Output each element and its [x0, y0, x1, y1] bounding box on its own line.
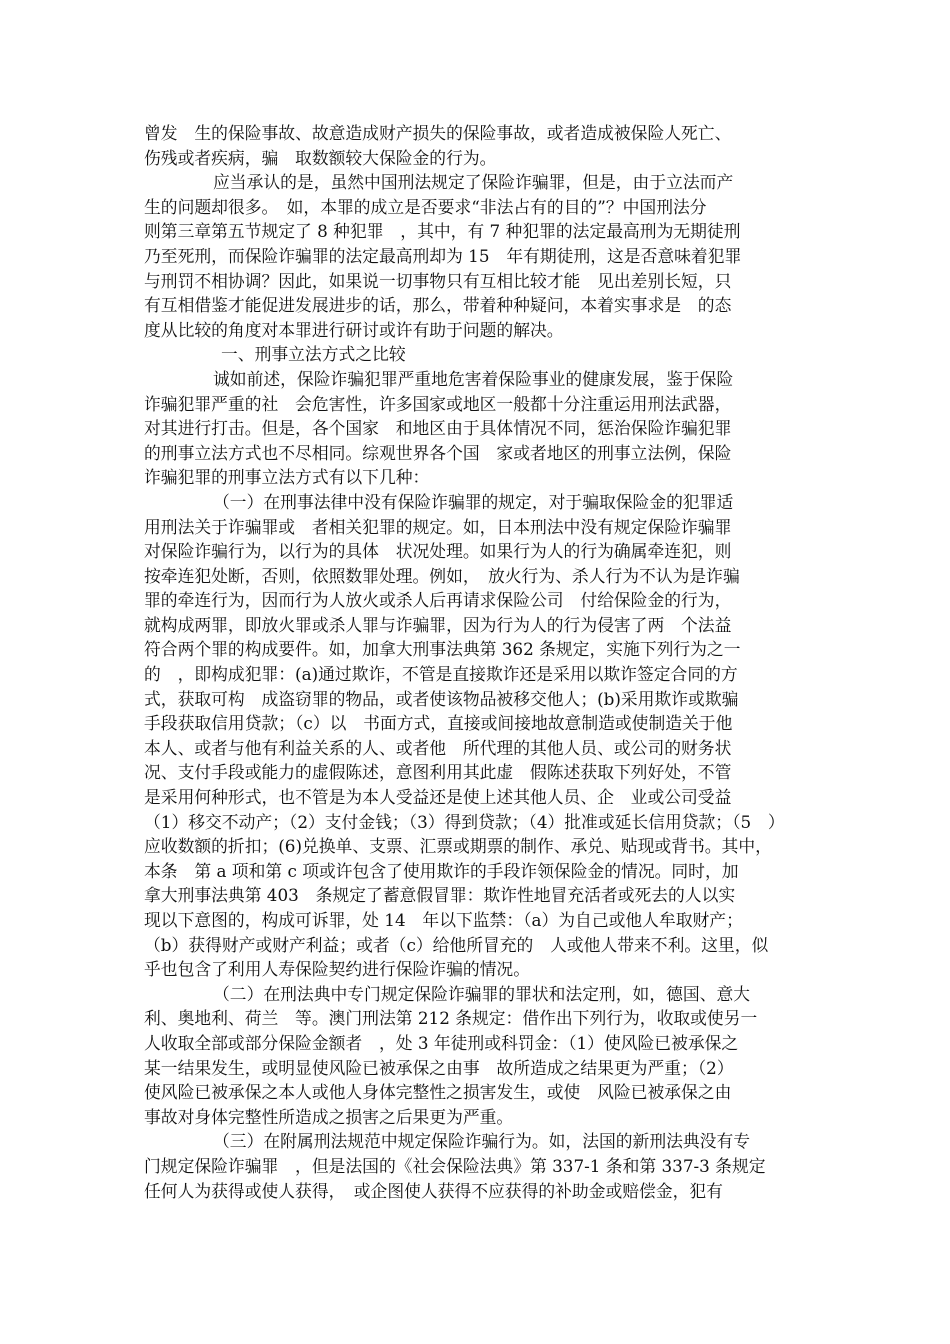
- text-line: 乃至死刑，而保险诈骗罪的法定最高刑却为 15 年有期徒刑，这是否意味着犯罪: [144, 245, 742, 266]
- text-line: 符合两个罪的构成要件。如，加拿大刑事法典第 362 条规定，实施下列行为之一: [144, 639, 741, 660]
- text-line: 某一结果发生，或明显使风险已被承保之由事 故所造成之结果更为严重；（2）: [144, 1057, 734, 1078]
- text-line: 任何人为获得或使人获得， 或企图使人获得不应获得的补助金或赔偿金，犯有: [144, 1180, 723, 1201]
- text-line: 应收数额的折扣；(6)兑换单、支票、汇票或期票的制作、承兑、贴现或背书。其中，: [144, 836, 772, 857]
- text-line: （二）在刑法典中专门规定保险诈骗罪的罪状和法定刑，如，德国、意大: [213, 983, 751, 1004]
- text-line: （一）在刑事法律中没有保险诈骗罪的规定，对于骗取保险金的犯罪适: [213, 491, 734, 512]
- text-line: 况、支付手段或能力的虚假陈述，意图利用其此虚 假陈述获取下列好处，不管: [144, 762, 732, 783]
- text-line: 是采用何种形式，也不管是为本人受益还是使上述其他人员、企 业或公司受益: [144, 787, 732, 808]
- text-line: 本人、或者与他有利益关系的人、或者他 所代理的其他人员、或公司的财务状: [144, 737, 732, 758]
- text-line: 拿大刑事法典第 403 条规定了蓄意假冒罪：欺诈性地冒充活者或死去的人以实: [144, 885, 736, 906]
- text-line: 对保险诈骗行为，以行为的具体 状况处理。如果行为人的行为确属牵连犯，则: [144, 541, 732, 562]
- text-line: 使风险已被承保之本人或他人身体完整性之损害发生，或使 风险已被承保之由: [144, 1082, 732, 1103]
- text-line: 应当承认的是，虽然中国刑法规定了保险诈骗罪，但是，由于立法而产: [213, 172, 734, 193]
- text-line: 对其进行打击。但是，各个国家 和地区由于具体情况不同，惩治保险诈骗犯罪: [144, 418, 732, 439]
- text-line: 人收取全部或部分保险金额者 ，处 3 年徒刑或科罚金：（1）使风险已被承保之: [144, 1032, 739, 1053]
- text-line: 有互相借鉴才能促进发展进步的话，那么，带着种种疑问，本着实事求是 的态: [144, 295, 732, 316]
- text-line: 门规定保险诈骗罪 ，但是法国的《社会保险法典》第 337-1 条和第 337-3 条规定: [144, 1155, 766, 1176]
- text-line: 度从比较的角度对本罪进行研讨或许有助于问题的解决。: [144, 319, 564, 340]
- text-line: 事故对身体完整性所造成之损害之后果更为严重。: [144, 1106, 514, 1127]
- text-line: （三）在附属刑法规范中规定保险诈骗行为。如，法国的新刑法典没有专: [213, 1131, 751, 1152]
- text-line: 曾发 生的保险事故、故意造成财产损失的保险事故，或者造成被保险人死亡、: [144, 123, 732, 143]
- text-line: 的 ，即构成犯罪：(a)通过欺诈，不管是直接欺诈还是采用以欺诈签定合同的方: [144, 664, 738, 685]
- text-line: 与刑罚不相协调？因此，如果说一切事物只有互相比较才能 见出差别长短，只: [144, 270, 732, 291]
- text-line: （1）移交不动产；（2）支付金钱；（3）得到贷款；（4）批准或延长信用贷款；（5 ）: [144, 811, 785, 832]
- text-line: 利、奥地利、荷兰 等。澳门刑法第 212 条规定：借作出下列行为，收取或使另一: [144, 1008, 758, 1029]
- text-line: 伤残或者疾病，骗 取数额较大保险金的行为。: [144, 147, 497, 168]
- text-line: 诚如前述，保险诈骗犯罪严重地危害着保险事业的健康发展，鉴于保险: [213, 368, 734, 389]
- text-line: 诈骗犯罪的刑事立法方式有以下几种：: [144, 467, 430, 488]
- text-line: 罪的牵连行为，因而行为人放火或杀人后再请求保险公司 付给保险金的行为，: [144, 590, 732, 611]
- text-line: 现以下意图的，构成可诉罪，处 14 年以下监禁：（a）为自己或他人牟取财产；: [144, 910, 743, 930]
- text-line: 诈骗犯罪严重的社 会危害性，许多国家或地区一般都十分注重运用刑法武器，: [144, 393, 732, 414]
- text-line: 本条 第 a 项和第 c 项或许包含了使用欺诈的手段诈领保险金的情况。同时，加: [144, 860, 739, 881]
- text-line: 则第三章第五节规定了 8 种犯罪 ，其中，有 7 种犯罪的法定最高刑为无期徒刑: [144, 221, 741, 242]
- text-line: 的刑事立法方式也不尽相同。综观世界各个国 家或者地区的刑事立法例，保险: [144, 442, 732, 463]
- text-line: 生的问题却很多。 如，本罪的成立是否要求“非法占有的目的”？中国刑法分: [144, 196, 707, 217]
- section-heading: 一、刑事立法方式之比较: [221, 344, 406, 365]
- text-line: 就构成两罪，即放火罪或杀人罪与诈骗罪，因为行为人的行为侵害了两 个法益: [144, 614, 732, 635]
- document-body: [144, 121, 820, 1203]
- text-line: 式，获取可构 成盗窃罪的物品，或者使该物品被移交他人；(b)采用欺诈或欺骗: [144, 688, 739, 709]
- text-line: 用刑法关于诈骗罪或 者相关犯罪的规定。如，日本刑法中没有规定保险诈骗罪: [144, 516, 732, 537]
- text-line: 乎也包含了利用人寿保险契约进行保险诈骗的情况。: [144, 959, 530, 980]
- text-line: 按牵连犯处断，否则，依照数罪处理。例如， 放火行为、杀人行为不认为是诈骗: [144, 565, 740, 586]
- text-line: 手段获取信用贷款；（c）以 书面方式，直接或间接地故意制造或使制造关于他: [144, 713, 733, 734]
- text-line: （b）获得财产或财产利益；或者（c）给他所冒充的 人或他人带来不利。这里，似: [144, 934, 769, 955]
